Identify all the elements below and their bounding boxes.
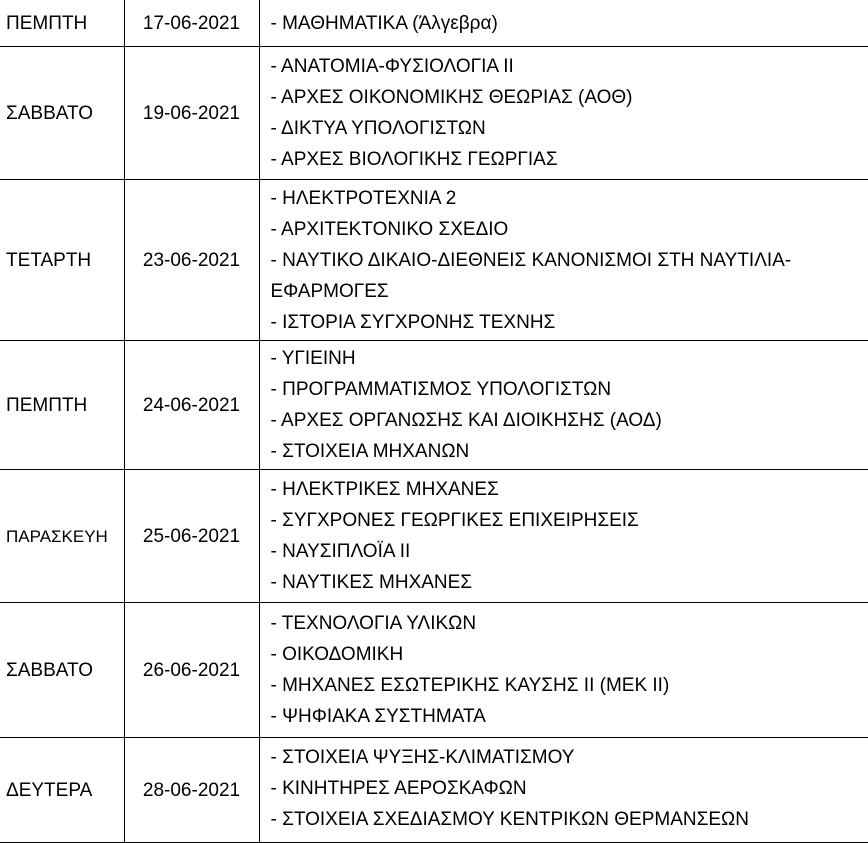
subject-list [271, 742, 868, 835]
subject-item: - ΑΡΧΕΣ ΟΙΚΟΝΟΜΙΚΗΣ ΘΕΩΡΙΑΣ (ΑΟΘ) [271, 82, 868, 113]
subjects-cell [259, 470, 868, 603]
subject-item: - ΑΡΧΕΣ ΟΡΓΑΝΩΣΗΣ ΚΑΙ ΔΙΟΙΚΗΣΗΣ (ΑΟΔ) [271, 405, 868, 436]
subject-list [271, 8, 868, 39]
subject-item: - ΥΓΙΕΙΝΗ [271, 343, 868, 374]
subject-item: - ΜΑΘΗΜΑΤΙΚΑ (Άλγεβρα) [271, 8, 868, 39]
day-cell: ΣΑΒΒΑΤΟ [0, 47, 124, 180]
schedule-row [0, 470, 868, 603]
day-cell: ΤΕΤΑΡΤΗ [0, 180, 124, 341]
subject-list [271, 608, 868, 732]
schedule-row [0, 47, 868, 180]
schedule-row [0, 341, 868, 470]
day-cell: ΠΕΜΠΤΗ [0, 0, 124, 47]
schedule-row [0, 180, 868, 341]
subjects-cell [259, 603, 868, 738]
subject-item: - ΝΑΥΤΙΚΕΣ ΜΗΧΑΝΕΣ [271, 567, 868, 598]
date-cell: 24-06-2021 [124, 341, 259, 470]
day-cell: ΠΑΡΑΣΚΕΥΗ [0, 470, 124, 603]
subjects-cell [259, 180, 868, 341]
subjects-cell [259, 0, 868, 47]
subjects-cell [259, 738, 868, 843]
day-cell: ΠΕΜΠΤΗ [0, 341, 124, 470]
subject-item: - ΣΤΟΙΧΕΙΑ ΜΗΧΑΝΩΝ [271, 436, 868, 467]
schedule-row [0, 603, 868, 738]
subject-list [271, 343, 868, 467]
subject-item: - ΟΙΚΟΔΟΜΙΚΗ [271, 639, 868, 670]
schedule-row [0, 738, 868, 843]
subject-item: - ΝΑΥΤΙΚΟ ΔΙΚΑΙΟ-ΔΙΕΘΝΕΙΣ ΚΑΝΟΝΙΣΜΟΙ ΣΤΗ ΝΑΥΤΙΛΙΑ-ΕΦΑΡΜΟΓΕΣ [271, 245, 868, 307]
subject-item: - ΣΥΓΧΡΟΝΕΣ ΓΕΩΡΓΙΚΕΣ ΕΠΙΧΕΙΡΗΣΕΙΣ [271, 505, 868, 536]
schedule-row [0, 0, 868, 47]
subject-item: - ΣΤΟΙΧΕΙΑ ΨΥΞΗΣ-ΚΛΙΜΑΤΙΣΜΟΥ [271, 742, 868, 773]
date-cell: 19-06-2021 [124, 47, 259, 180]
day-cell: ΔΕΥΤΕΡΑ [0, 738, 124, 843]
date-cell: 25-06-2021 [124, 470, 259, 603]
day-cell: ΣΑΒΒΑΤΟ [0, 603, 124, 738]
subject-item: - ΣΤΟΙΧΕΙΑ ΣΧΕΔΙΑΣΜΟΥ ΚΕΝΤΡΙΚΩΝ ΘΕΡΜΑΝΣΕΩΝ [271, 804, 868, 835]
date-cell: 23-06-2021 [124, 180, 259, 341]
subject-item: - ΔΙΚΤΥΑ ΥΠΟΛΟΓΙΣΤΩΝ [271, 113, 868, 144]
subject-item: - ΜΗΧΑΝΕΣ ΕΣΩΤΕΡΙΚΗΣ ΚΑΥΣΗΣ ΙΙ (ΜΕΚ ΙΙ) [271, 670, 868, 701]
subject-list [271, 183, 868, 338]
subjects-cell [259, 341, 868, 470]
date-cell: 26-06-2021 [124, 603, 259, 738]
subject-item: - ΙΣΤΟΡΙΑ ΣΥΓΧΡΟΝΗΣ ΤΕΧΝΗΣ [271, 307, 868, 338]
subject-list [271, 51, 868, 175]
date-cell: 28-06-2021 [124, 738, 259, 843]
subject-item: - ΗΛΕΚΤΡΟΤΕΧΝΙΑ 2 [271, 183, 868, 214]
subject-item: - ΨΗΦΙΑΚΑ ΣΥΣΤΗΜΑΤΑ [271, 701, 868, 732]
subject-item: - ΚΙΝΗΤΗΡΕΣ ΑΕΡΟΣΚΑΦΩΝ [271, 773, 868, 804]
subject-item: - ΗΛΕΚΤΡΙΚΕΣ ΜΗΧΑΝΕΣ [271, 474, 868, 505]
date-cell: 17-06-2021 [124, 0, 259, 47]
subject-item: - ΑΝΑΤΟΜΙΑ-ΦΥΣΙΟΛΟΓΙΑ ΙΙ [271, 51, 868, 82]
subject-item: - ΠΡΟΓΡΑΜΜΑΤΙΣΜΟΣ ΥΠΟΛΟΓΙΣΤΩΝ [271, 374, 868, 405]
subject-list [271, 474, 868, 598]
subject-item: - ΝΑΥΣΙΠΛΟΪΑ ΙΙ [271, 536, 868, 567]
subject-item: - ΤΕΧΝΟΛΟΓΙΑ ΥΛΙΚΩΝ [271, 608, 868, 639]
subject-item: - ΑΡΧΕΣ ΒΙΟΛΟΓΙΚΗΣ ΓΕΩΡΓΙΑΣ [271, 144, 868, 175]
subjects-cell [259, 47, 868, 180]
subject-item: - ΑΡΧΙΤΕΚΤΟΝΙΚΟ ΣΧΕΔΙΟ [271, 214, 868, 245]
